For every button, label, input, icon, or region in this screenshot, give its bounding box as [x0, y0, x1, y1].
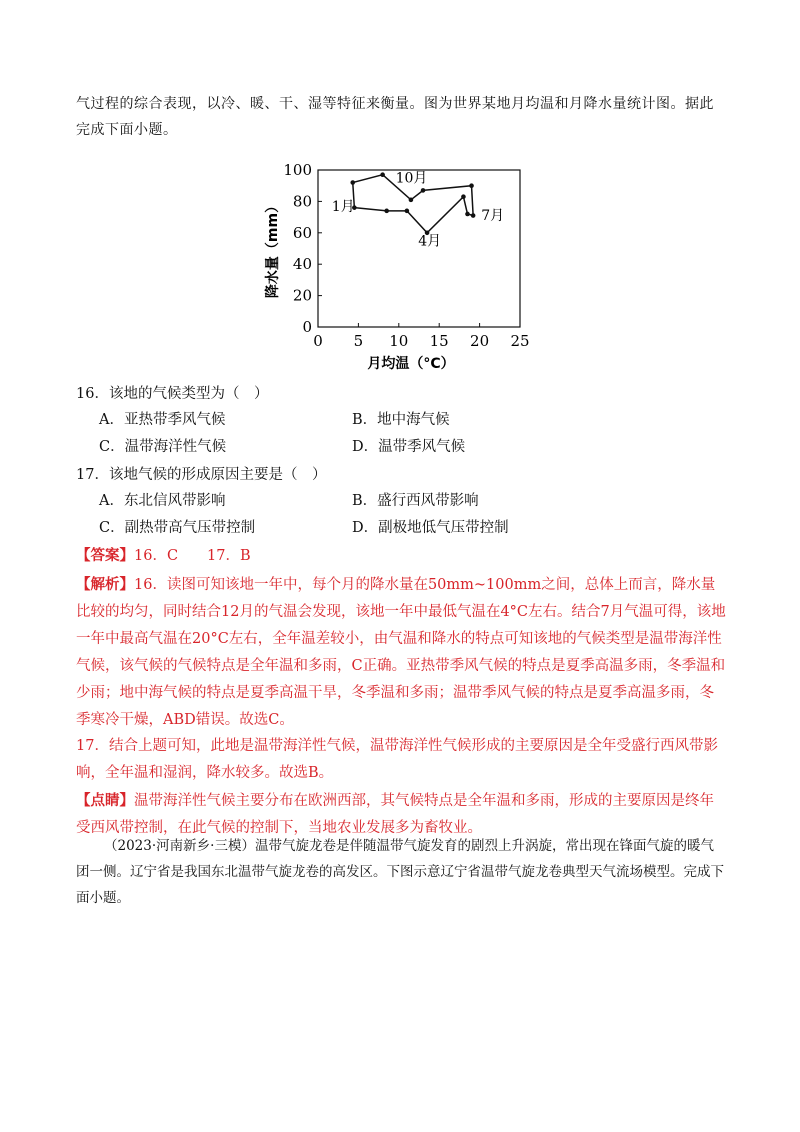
comment-text: 温带海洋性气候主要分布在欧洲西部，其气候特点是全年温和多雨，形成的主要原因是终年受西风带控制，在此气候的控制下，当地农业发展多为畜牧业。 — [76, 793, 714, 836]
x-tick-label: 15 — [429, 332, 449, 350]
x-tick-label: 0 — [313, 332, 323, 350]
x-tick-label: 10 — [389, 332, 409, 350]
intro-text: 气过程的综合表现，以冷、暖、干、湿等特征来衡量。图为世界某地月均温和月降水量统计图。据此完成下面小题。 — [76, 96, 714, 138]
y-tick-label: 40 — [292, 255, 312, 274]
y-tick-label: 80 — [292, 192, 312, 211]
q16-option-a: A．亚热带季风气候 — [99, 412, 226, 428]
x-tick-label: 5 — [353, 332, 364, 350]
data-point — [471, 213, 476, 218]
climate-chart — [255, 155, 545, 375]
data-point — [384, 209, 389, 214]
q17-option-b: B．盛行西风带影响 — [352, 493, 479, 509]
month-annotation: 7月 — [481, 208, 505, 225]
month-annotation: 4月 — [418, 233, 442, 250]
data-point — [350, 180, 355, 185]
answer-line — [76, 543, 251, 569]
y-axis-label: 降水量（mm） — [265, 198, 281, 299]
comment-tag: 【点睛】 — [76, 792, 134, 809]
q16-option-b: B．地中海气候 — [352, 412, 450, 428]
y-tick-label: 0 — [302, 318, 312, 336]
data-point — [465, 212, 470, 217]
data-point — [469, 183, 474, 188]
y-tick-label: 20 — [292, 286, 312, 305]
analysis-tag: 【解析】 — [76, 576, 134, 593]
answer-tag: 【答案】 — [76, 547, 134, 564]
x-axis-label: 月均温（°C） — [367, 356, 455, 372]
x-tick-label: 25 — [510, 332, 530, 350]
x-tick-label: 20 — [470, 332, 490, 350]
data-point — [461, 194, 466, 199]
analysis-p2: 17．结合上题可知，此地是温带海洋性气候，温带海洋性气候形成的主要原因是全年受盛行西风带影响，全年温和湿润，降水较多。故选B。 — [76, 738, 718, 781]
q17-stem: 17．该地气候的形成原因主要是（ ） — [76, 467, 327, 483]
next-question-intro: （2023·河南新乡·三模）温带气旋龙卷是伴随温带气旋发育的剧烈上升涡旋，常出现在锋面气旋的暖气团一侧。辽宁省是我国东北温带气旋龙卷的高发区。下图示意辽宁省温带气旋龙卷典型天气流场模型。完成下面小题。 — [76, 838, 724, 906]
answer-text: 16．C 17．B — [134, 548, 251, 564]
q16-option-d: D．温带季风气候 — [352, 439, 466, 455]
analysis-block — [76, 571, 726, 734]
q16-stem: 16．该地的气候类型为（ ） — [76, 386, 269, 402]
y-tick-label: 100 — [283, 161, 312, 179]
data-point — [405, 209, 410, 214]
data-point — [421, 188, 426, 193]
q16-option-c: C．温带海洋性气候 — [99, 439, 227, 455]
data-point — [380, 172, 385, 177]
q17-option-c: C．副热带高气压带控制 — [99, 520, 256, 536]
q17-option-a: A．东北信风带影响 — [99, 493, 226, 509]
month-annotation: 10月 — [395, 170, 428, 187]
y-tick-label: 60 — [292, 223, 312, 242]
month-annotation: 1月 — [331, 198, 355, 215]
q17-option-d: D．副极地低气压带控制 — [352, 520, 509, 536]
data-point — [409, 198, 414, 203]
analysis-p1: 16．读图可知该地一年中，每个月的降水量在50mm~100mm之间，总体上而言，降水量比较的均匀，同时结合12月的气温会发现，该地一年中最低气温在4°C左右。结合7月气温可得，该地一年中最高气温在20°C左右，全年温差较小，由气温和降水的特点可知该地的气候类型是温带海洋性气候，该气候的气候特点是全年温和多雨，C正确。亚热带季风气候的特点是夏季高温多雨，冬季温和少雨；地中海气候的特点是夏季高温干旱，冬季温和多雨；温带季风气候的特点是夏季高温多雨，冬季寒冷干燥，ABD错误。故选C。 — [76, 577, 726, 728]
